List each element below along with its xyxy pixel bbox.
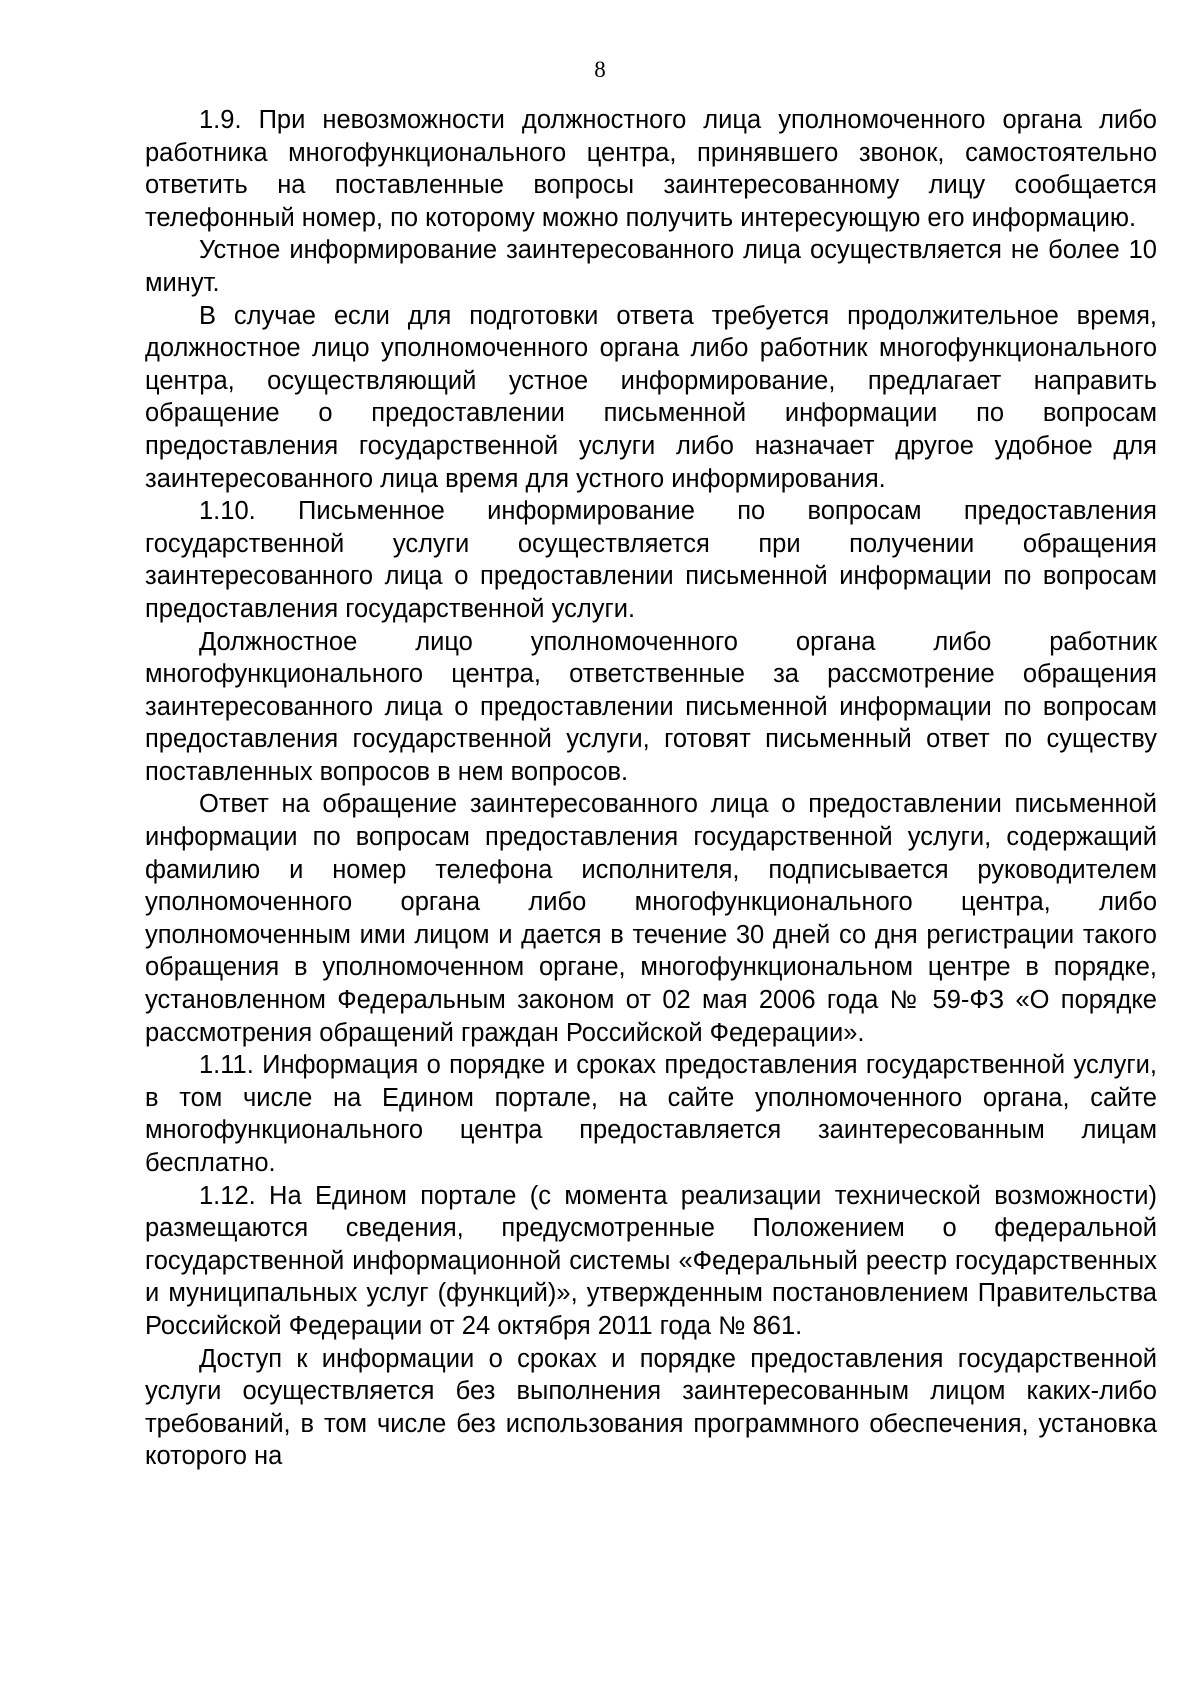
paragraph-extended-response: В случае если для подготовки ответа требуется продолжительное время, должностное лицо уполномоченного органа либо работник многофункционального центра, осуществляющий устное информирование, предлагает направить обращение о предоставлении письменной информации по вопросам предоставления государственной услуги либо назначает другое удобное для заинтересованного лица время для устного информирования. xyxy=(145,301,1157,493)
document-body xyxy=(145,104,1157,1473)
paragraph-access-info: Доступ к информации о сроках и порядке предоставления государственной услуги осуществляется без выполнения заинтересованным лицом каких-либо требований, в том числе без использования программного обеспечения, установка которого на xyxy=(145,1344,1157,1471)
paragraph-1-12: 1.12. На Едином портале (с момента реализации технической возможности) размещаются сведения, предусмотренные Положением о федеральной государственной информационной системы «Федеральный реестр государственных и муниципальных услуг (функций)», утвержденным постановлением Правительства Российской Федерации от 24 октября 2011 года № 861. xyxy=(145,1181,1157,1340)
paragraph-written-answer: Ответ на обращение заинтересованного лица о предоставлении письменной информации по вопросам предоставления государственной услуги, содержащий фамилию и номер телефона исполнителя, подписывается руководителем уполномоченного органа либо многофункционального центра, либо уполномоченным ими лицом и дается в течение 30 дней со дня регистрации такого обращения в уполномоченном органе, многофункциональном центре в порядке, установленном Федеральным законом от 02 мая 2006 года № 59-ФЗ «О порядке рассмотрения обращений граждан Российской Федерации». xyxy=(145,790,1157,1047)
paragraph-1-11: 1.11. Информация о порядке и сроках предоставления государственной услуги, в том числе на Едином портале, на сайте уполномоченного органа, сайте многофункционального центра предоставляется заинтересованным лицам бесплатно. xyxy=(145,1051,1157,1177)
page-number: 8 xyxy=(594,57,606,82)
paragraph-responsible-officials: Должностное лицо уполномоченного органа либо работник многофункционального центра, ответственные за рассмотрение обращения заинтересованного лица о предоставлении письменной информации по вопросам предоставления государственной услуги, готовят письменный ответ по существу поставленных вопросов в нем вопросов. xyxy=(145,627,1157,786)
paragraph-1-10: 1.10. Письменное информирование по вопросам предоставления государственной услуги осуществляется при получении обращения заинтересованного лица о предоставлении письменной информации по вопросам предоставления государственной услуги. xyxy=(145,497,1157,623)
paragraph-1-9: 1.9. При невозможности должностного лица уполномоченного органа либо работника многофункционального центра, принявшего звонок, самостоятельно ответить на поставленные вопросы заинтересованному лицу сообщается телефонный номер, по которому можно получить интересующую его информацию. xyxy=(145,106,1157,232)
paragraph-oral-info-duration: Устное информирование заинтересованного лица осуществляется не более 10 минут. xyxy=(145,236,1157,297)
